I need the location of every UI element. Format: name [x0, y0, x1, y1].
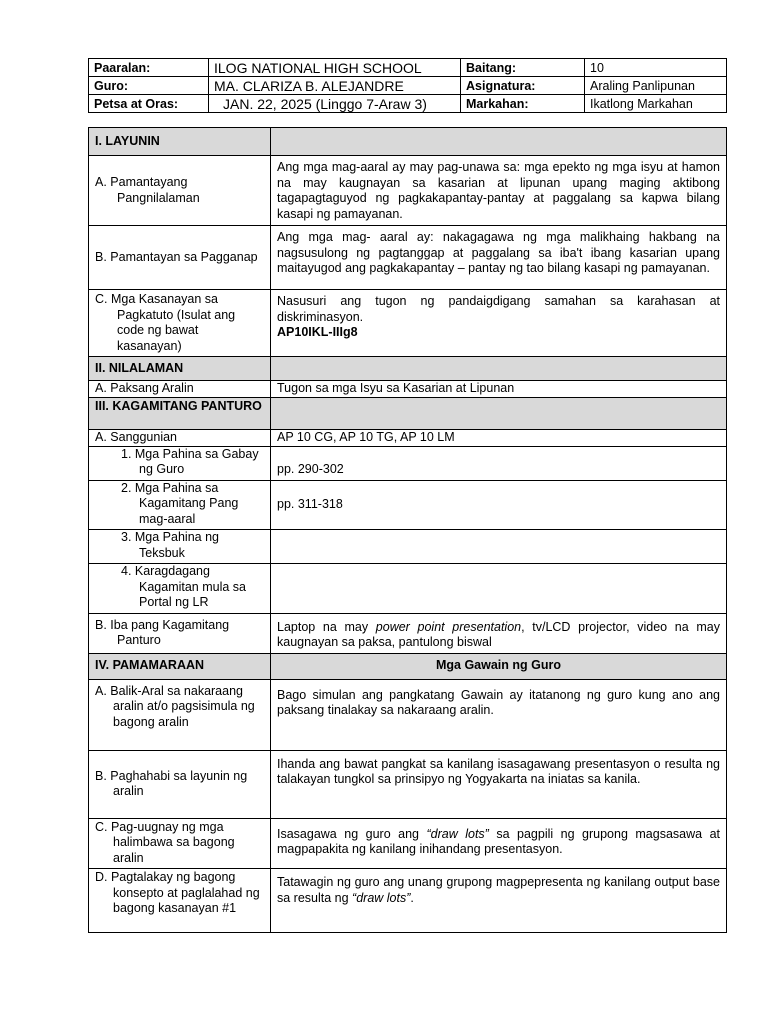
table-row — [89, 290, 727, 357]
pamamaraan-c-text-2: sa pagpili ng grupong magsasawa at magpapakita ng kanilang inihandang presentasyon. — [277, 826, 720, 856]
row-value — [271, 818, 727, 869]
nilalaman-a-label: A. Paksang Aralin — [95, 381, 194, 395]
petsa-label: Petsa at Oras: — [89, 95, 209, 113]
pamamaraan-a-text: Bago simulan ang pangkatang Gawain ay itatanong ng guro kung ano ang paksang tinalakay sa nakaraang aralin. — [271, 679, 727, 750]
pamamaraan-d-text-1: Tatawagin ng guro ang unang grupong magpepresenta ng kanilang output base sa resulta ng — [277, 875, 720, 905]
section-row-pamamaraan — [89, 653, 727, 679]
row-blank — [271, 530, 727, 564]
table-row — [89, 750, 727, 818]
paaralan-label: Paaralan: — [89, 59, 209, 77]
table-row — [89, 226, 727, 290]
pamamaraan-d-text-em: “draw lots” — [352, 890, 411, 905]
row-label — [89, 679, 271, 750]
layunin-b-label: B. Pamantayan sa Pagganap — [95, 249, 258, 264]
table-row — [89, 430, 727, 447]
row-label — [89, 818, 271, 869]
row-label — [89, 869, 271, 933]
pamamaraan-c-text-1: Isasagawa ng guro ang — [277, 826, 427, 841]
table-row — [89, 530, 727, 564]
layunin-c-label: C. Mga Kasanayan sa Pagkatuto (Isulat ang code ng bawat kasanayan) — [95, 292, 236, 353]
section-title-nilalaman: II. NILALAMAN — [89, 357, 271, 381]
section-title-layunin: I. LAYUNIN — [89, 128, 271, 156]
kagamitan-1-label: 1. Mga Pahina sa Gabay ng Guro — [121, 446, 259, 476]
kagamitan-b-label: B. Iba pang Kagamitang Panturo — [95, 617, 230, 647]
row-label — [89, 446, 271, 480]
header-table — [88, 58, 727, 113]
row-label — [89, 156, 271, 226]
row-label — [89, 530, 271, 564]
lesson-table — [88, 127, 727, 933]
kagamitan-b-text-1: Laptop na may — [277, 619, 376, 634]
pamamaraan-c-text-em: “draw lots” — [426, 826, 489, 841]
row-label — [89, 398, 271, 430]
row-label — [89, 430, 271, 447]
layunin-b-text: Ang mga mag- aaral ay: nakagagawa ng mga malikhaing hakbang na nagsusulong ng pagtanggap at paggalang sa iba't ibang kasarian upang maitayugod ang pagkakapantay – pantay ng tao bilang kasapi ng pamayanan. — [271, 226, 727, 290]
baitang-value: 10 — [585, 59, 727, 77]
section-row-nilalaman — [89, 357, 727, 381]
guro-label: Guro: — [89, 77, 209, 95]
pamamaraan-c-label: C. Pag-uugnay ng mga halimbawa sa bagong aralin — [95, 819, 235, 865]
header-row — [89, 77, 727, 95]
table-row — [89, 564, 727, 614]
row-label — [89, 480, 271, 530]
kagamitan-2-text: pp. 311-318 — [271, 480, 727, 530]
petsa-value: JAN. 22, 2025 (Linggo 7-Araw 3) — [209, 95, 461, 113]
table-row — [89, 156, 727, 226]
kagamitan-4-label: 4. Karagdagang Kagamitan mula sa Portal ng LR — [121, 564, 247, 609]
kagamitan-a-text: AP 10 CG, AP 10 TG, AP 10 LM — [271, 430, 727, 447]
row-value — [271, 613, 727, 653]
row-label — [89, 381, 271, 398]
column-header-gawain: Mga Gawain ng Guro — [271, 653, 727, 679]
kagamitan-3-label: 3. Mga Pahina ng Teksbuk — [121, 530, 219, 560]
layunin-c-code: AP10IKL-IIIg8 — [277, 325, 358, 339]
guro-value: MA. CLARIZA B. ALEJANDRE — [209, 77, 461, 95]
row-value — [271, 869, 727, 933]
section-row-kagamitan — [89, 398, 727, 430]
row-label — [89, 226, 271, 290]
table-row — [89, 446, 727, 480]
table-row — [89, 480, 727, 530]
markahan-value: Ikatlong Markahan — [585, 95, 727, 113]
section-blank — [271, 357, 727, 381]
baitang-label: Baitang: — [461, 59, 585, 77]
asignatura-value: Araling Panlipunan — [585, 77, 727, 95]
pamamaraan-b-label: B. Paghahabi sa layunin ng aralin — [95, 768, 248, 798]
section-title-kagamitan: III. KAGAMITANG PANTURO — [95, 399, 262, 413]
table-row — [89, 869, 727, 933]
pamamaraan-d-text-2: . — [410, 890, 414, 905]
pamamaraan-a-label: A. Balik-Aral sa nakaraang aralin at/o pagsisimula ng bagong aralin — [95, 683, 255, 729]
kagamitan-1-text: pp. 290-302 — [271, 446, 727, 480]
pamamaraan-b-text: Ihanda ang bawat pangkat sa kanilang isasagawang presentasyon o resulta ng talakayan tungkol sa prinsipyo ng Yogyakarta na iniatas sa kanila. — [271, 750, 727, 818]
row-label — [89, 750, 271, 818]
nilalaman-a-text: Tugon sa mga Isyu sa Kasarian at Lipunan — [271, 381, 727, 398]
table-row — [89, 818, 727, 869]
row-blank — [271, 564, 727, 614]
kagamitan-2-label: 2. Mga Pahina sa Kagamitang Pang mag-aaral — [121, 480, 239, 526]
row-value — [271, 290, 727, 357]
row-label — [89, 290, 271, 357]
section-row-layunin — [89, 128, 727, 156]
layunin-a-text: Ang mga mag-aaral ay may pag-unawa sa: mga epekto ng mga isyu at hamon na may kaugnayan sa kasarian at lipunan upang maging aktibong tagapagtaguyod ng pagkakapantay-pantay at paggalang sa kapwa bilang kasapi ng pamayanan. — [271, 156, 727, 226]
table-row — [89, 381, 727, 398]
row-label — [89, 564, 271, 614]
paaralan-value: ILOG NATIONAL HIGH SCHOOL — [209, 59, 461, 77]
markahan-label: Markahan: — [461, 95, 585, 113]
table-row — [89, 613, 727, 653]
layunin-a-label: A. Pamantayang Pangnilalaman — [95, 175, 200, 205]
pamamaraan-d-label: D. Pagtalakay ng bagong konsepto at paglalahad ng bagong kasanayan #1 — [95, 870, 260, 915]
layunin-c-text: Nasusuri ang tugon ng pandaigdigang samahan sa karahasan at diskriminasyon. — [277, 294, 720, 324]
section-blank — [271, 398, 727, 430]
kagamitan-b-text-2: , tv/LCD projector, video na may kaugnayan sa paksa, pantulong biswal — [277, 619, 720, 649]
section-blank — [271, 128, 727, 156]
section-title-pamamaraan: IV. PAMAMARAAN — [89, 653, 271, 679]
kagamitan-b-text-em: power point presentation — [375, 619, 522, 634]
row-label — [89, 613, 271, 653]
table-row — [89, 679, 727, 750]
kagamitan-a-label: A. Sanggunian — [95, 430, 178, 444]
asignatura-label: Asignatura: — [461, 77, 585, 95]
header-row — [89, 59, 727, 77]
header-row — [89, 95, 727, 113]
